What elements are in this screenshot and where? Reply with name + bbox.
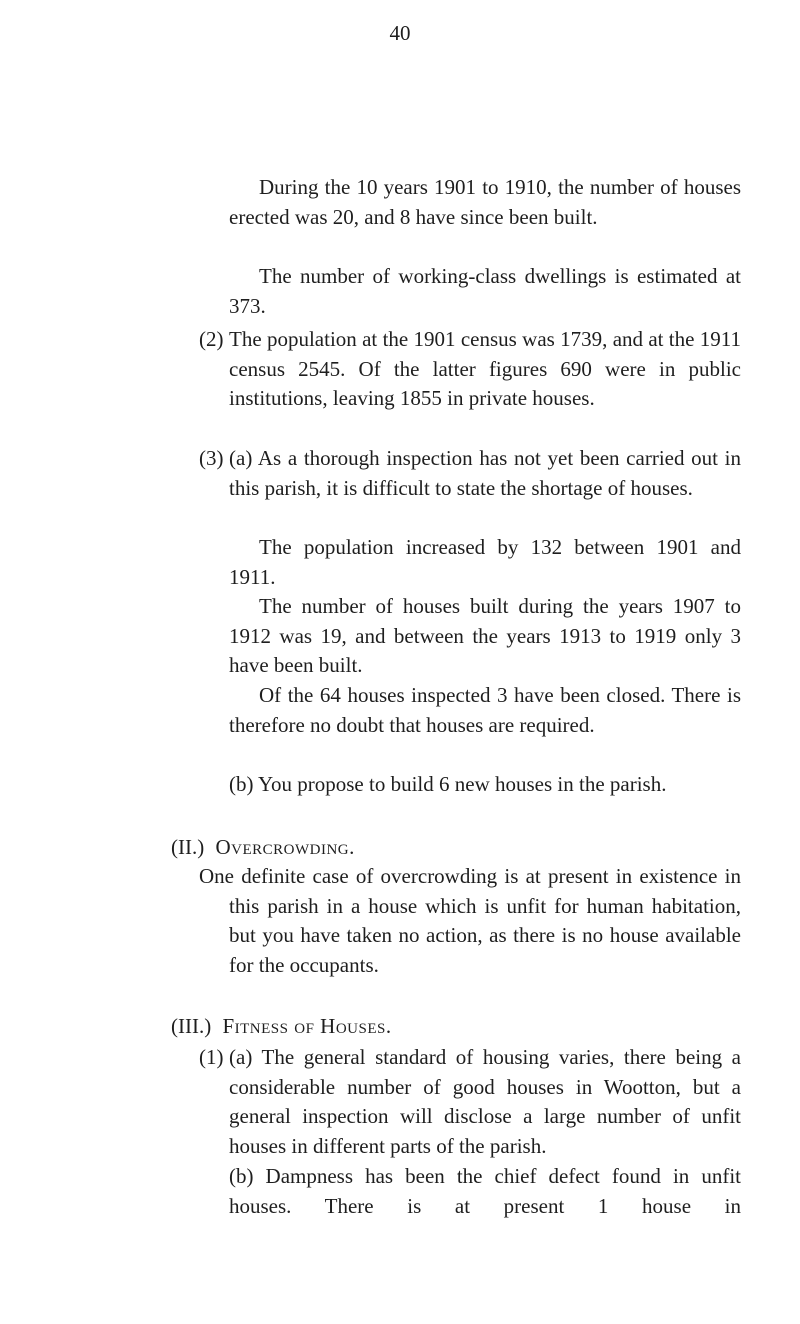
item-3-marker: (3) [199, 446, 224, 470]
page-number: 40 [389, 21, 411, 45]
section-3-heading-line [171, 1012, 392, 1042]
item-2-marker: (2) [199, 327, 224, 351]
section-3-item-1b-paragraph: (b) Dampness has been the chief defect found in unfit houses. There is at present 1 house in [229, 1164, 741, 1218]
item-3-houses-inspected-paragraph: Of the 64 houses inspected 3 have been closed. There is therefore no doubt that houses are required. [229, 683, 741, 737]
item-3a-shortage-paragraph: (a) As a thorough inspection has not yet been carried out in this parish, it is difficult to state the shortage of houses. [229, 446, 741, 500]
item-3-houses-built-paragraph: The number of houses built during the years 1907 to 1912 was 19, and between the years 1913 to 1919 only 3 have been built. [229, 594, 741, 677]
section-3-numeral: (III.) [171, 1014, 212, 1038]
item-2-population-paragraph: The population at the 1901 census was 1739, and at the 1911 census 2545. Of the latter figures 690 were in public institutions, leaving 1855 in private houses. [229, 327, 741, 410]
intro-paragraph-working-class: The number of working-class dwellings is estimated at 373. [229, 264, 741, 318]
section-2-overcrowding-paragraph: One definite case of overcrowding is at present in existence in this parish in a house which is unfit for human habitation, but you have taken no action, as there is no house available for the occupants. [199, 864, 741, 977]
intro-paragraph-houses-erected: During the 10 years 1901 to 1910, the number of houses erected was 20, and 8 have since been built. [229, 175, 741, 229]
section-3-heading: Fitness of Houses. [222, 1014, 392, 1038]
section-2-numeral: (II.) [171, 835, 205, 859]
section-3-item-1-marker: (1) [199, 1045, 224, 1069]
item-3b-proposal-paragraph: (b) You propose to build 6 new houses in the parish. [229, 772, 667, 796]
section-3-item-1a-paragraph: (a) The general standard of housing varies, there being a considerable number of good houses in Wootton, but a general inspection will disclose a large number of unfit houses in different parts of the parish. [229, 1045, 741, 1158]
section-2-heading: Overcrowding. [215, 835, 355, 859]
section-2-heading-line [171, 833, 355, 863]
item-3-population-increase-paragraph: The population increased by 132 between 1901 and 1911. [229, 535, 741, 589]
